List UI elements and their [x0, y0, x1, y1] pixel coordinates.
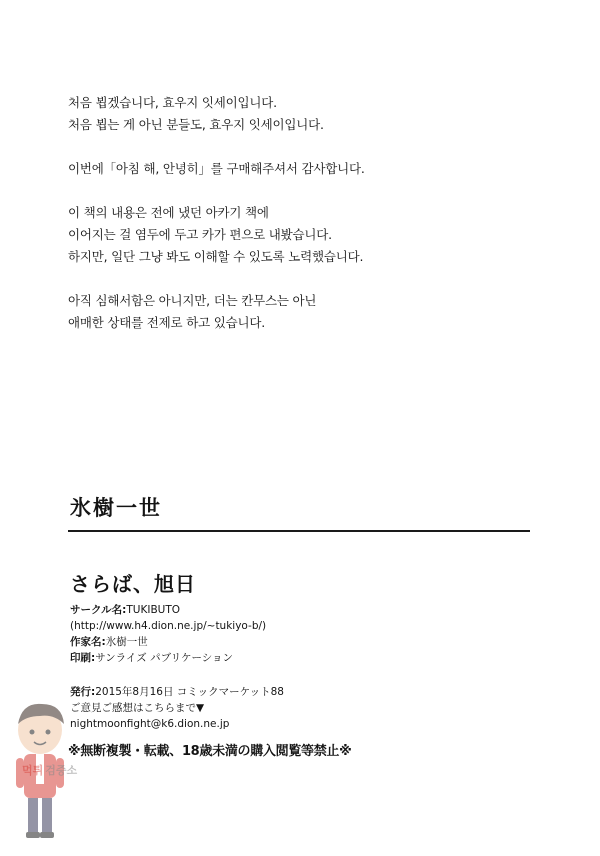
- afterword-line: 처음 뵙는 게 아닌 분들도, 효우지 잇세이입니다.: [68, 117, 324, 132]
- afterword-line: 이 책의 내용은 전에 냈던 아카기 책에: [68, 205, 269, 220]
- circle-label: サークル名:: [70, 604, 127, 616]
- afterword-paragraph: [68, 202, 538, 268]
- afterword-text: [68, 92, 538, 356]
- afterword-line: 이어지는 걸 염두에 두고 카가 편으로 내봤습니다.: [68, 227, 332, 242]
- book-title: さらば、旭日: [70, 572, 196, 596]
- circle-row: [70, 602, 530, 618]
- copyright-warning: ※無断複製・転載、18歳未満の購入閲覧等禁止※: [68, 744, 352, 759]
- circle-url[interactable]: (http://www.h4.dion.ne.jp/~tukiyo-b/): [70, 620, 267, 632]
- afterword-paragraph: [68, 92, 538, 136]
- issue-details: [70, 684, 530, 732]
- afterword-paragraph: [68, 290, 538, 334]
- colophon-details: [70, 602, 530, 666]
- issue-value: 2015年8月16日 コミックマーケット88: [95, 686, 284, 698]
- print-row: [70, 650, 530, 666]
- watermark-text: [22, 762, 77, 778]
- issue-row: [70, 684, 530, 700]
- afterword-line: 하지만, 일단 그냥 봐도 이해할 수 있도록 노력했습니다.: [68, 249, 364, 264]
- afterword-line: 이번에「아침 해, 안녕히」를 구매해주셔서 감사합니다.: [68, 161, 365, 176]
- print-value: サンライズ パブリケーション: [95, 652, 234, 664]
- watermark-text-b: 검증소: [45, 764, 78, 777]
- divider-rule: [68, 530, 530, 532]
- watermark-text-a: 먹튀: [22, 764, 44, 777]
- feedback-text: ご意見ご感想はこちらまで▼: [70, 702, 205, 714]
- afterword-paragraph: [68, 158, 538, 180]
- afterword-line: 아직 심해서함은 아니지만, 더는 칸무스는 아닌: [68, 293, 317, 308]
- circle-value: TUKIBUTO: [126, 604, 181, 616]
- issue-label: 発行:: [70, 686, 96, 698]
- author-label: 作家名:: [70, 636, 106, 648]
- author-value: 氷樹一世: [105, 636, 148, 648]
- author-heading: 氷樹一世: [70, 495, 162, 520]
- afterword-line: 처음 뵙겠습니다, 효우지 잇세이입니다.: [68, 95, 277, 110]
- contact-email[interactable]: nightmoonfight@k6.dion.ne.jp: [70, 718, 230, 730]
- afterword-line: 애매한 상태를 전제로 하고 있습니다.: [68, 315, 265, 330]
- print-label: 印刷:: [70, 652, 96, 664]
- author-row: [70, 634, 530, 650]
